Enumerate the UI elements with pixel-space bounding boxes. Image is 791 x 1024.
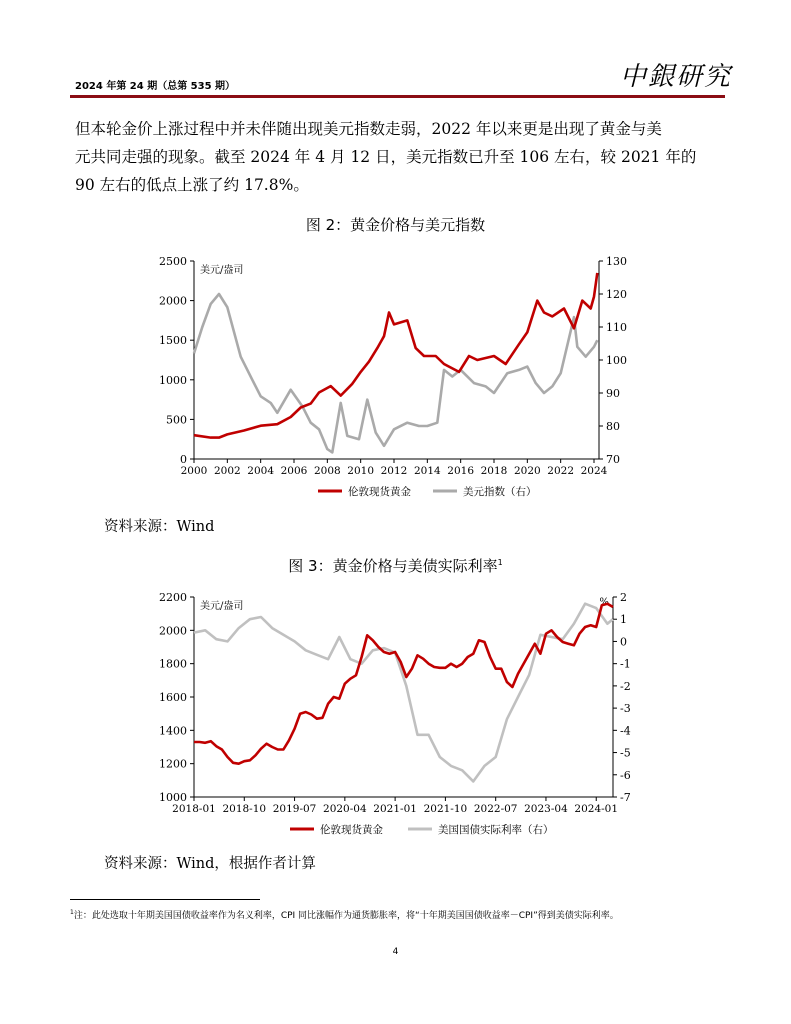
right-tick-label: 100: [606, 354, 627, 367]
left-tick-label: 1000: [159, 373, 187, 387]
right-axis-unit: %: [599, 597, 609, 608]
right-tick-label: 120: [606, 288, 627, 301]
body-line: 90 左右的低点上涨了约 17.8%。: [75, 176, 309, 194]
left-tick-label: 1800: [159, 657, 187, 671]
right-tick-label: -5: [620, 746, 631, 760]
x-tick-label: 2022: [547, 465, 575, 477]
figure-3-source: 资料来源：Wind，根据作者计算: [104, 856, 316, 872]
header-divider: [70, 95, 725, 98]
figure-3-footnote-marker: 1: [497, 558, 503, 567]
left-tick-label: 500: [166, 413, 187, 427]
right-tick-label: 2: [620, 591, 627, 604]
x-tick-label: 2022-07: [473, 803, 518, 815]
x-tick-label: 2008: [313, 465, 341, 477]
left-tick-label: 1000: [159, 791, 187, 804]
x-tick-label: 2021-01: [373, 803, 417, 815]
figure-2-title: 图 2：黄金价格与美元指数: [305, 216, 486, 234]
x-tick-label: 2010: [347, 465, 375, 477]
right-tick-label: -4: [620, 724, 631, 738]
legend-label: 美元指数（右）: [463, 486, 537, 498]
right-tick-label: -3: [620, 702, 631, 716]
left-tick-label: 1600: [159, 691, 187, 704]
x-tick-label: 2014: [413, 465, 441, 477]
right-tick-label: 80: [606, 420, 620, 433]
left-tick-label: 2200: [159, 591, 187, 604]
x-tick-label: 2018-01: [172, 803, 216, 815]
x-tick-label: 2021-10: [423, 803, 468, 815]
x-tick-label: 2024-01: [574, 803, 619, 815]
left-axis-unit: 美元/盎司: [200, 601, 244, 612]
brand-logo: 中銀研究: [620, 62, 733, 92]
gold-vs-real-rate-chart: [0, 585, 791, 845]
left-tick-label: 2000: [159, 624, 187, 638]
x-tick-label: 2006: [280, 465, 308, 477]
figure-3-title: [0, 555, 791, 576]
figure-3-title-text: 图 3：黄金价格与美债实际利率: [288, 557, 498, 575]
left-axis-unit: 美元/盎司: [200, 265, 244, 276]
right-tick-label: -6: [620, 768, 631, 782]
body-line: 但本轮金价上涨过程中并未伴随出现美元指数走弱，2022 年以来更是出现了黄金与美: [75, 120, 662, 138]
x-tick-label: 2020-04: [323, 803, 367, 815]
right-tick-label: 1: [620, 613, 627, 627]
x-tick-label: 2020: [513, 465, 541, 477]
x-tick-label: 2019-07: [272, 803, 317, 815]
right-tick-label: -7: [620, 791, 631, 804]
figure-2-source: 资料来源：Wind: [104, 519, 215, 535]
left-tick-label: 0: [180, 453, 187, 466]
x-tick-label: 2012: [380, 465, 408, 477]
x-tick-label: 2024: [580, 465, 608, 477]
series-line: [194, 273, 597, 438]
x-tick-label: 2000: [180, 465, 208, 477]
right-tick-label: -2: [620, 679, 631, 693]
legend-label: 伦敦现货黄金: [320, 824, 383, 836]
legend-label: 美国国债实际利率（右）: [438, 824, 554, 836]
right-tick-label: 110: [606, 321, 627, 334]
right-tick-label: 0: [620, 635, 627, 649]
x-tick-label: 2018: [480, 465, 508, 477]
right-tick-label: 70: [606, 453, 620, 466]
x-tick-label: 2016: [447, 465, 475, 477]
left-tick-label: 1400: [159, 724, 187, 738]
x-tick-label: 2002: [213, 465, 241, 477]
x-tick-label: 2004: [247, 465, 275, 477]
issue-label: 2024 年第 24 期（总第 535 期）: [75, 81, 236, 92]
body-paragraph: [75, 115, 725, 199]
right-tick-label: 130: [606, 255, 627, 268]
right-tick-label: 90: [606, 387, 620, 400]
page-number: 4: [392, 947, 399, 957]
left-tick-label: 1200: [159, 757, 187, 771]
series-line: [194, 604, 613, 764]
right-tick-label: -1: [620, 657, 631, 671]
x-tick-label: 2018-10: [222, 803, 267, 815]
legend-label: 伦敦现货黄金: [348, 486, 411, 498]
footnote: [70, 905, 730, 924]
left-tick-label: 2500: [159, 255, 187, 268]
gold-vs-dollar-index-chart: [0, 245, 791, 505]
left-tick-label: 1500: [159, 334, 187, 348]
x-tick-label: 2023-04: [524, 803, 568, 815]
footnote-text: 注：此处选取十年期美国国债收益率作为名义利率，CPI 同比涨幅作为通货膨胀率，将“十年期美国国债收益率－CPI”得到美债实际利率。: [73, 911, 619, 921]
footnote-divider: [70, 899, 260, 900]
body-line: 元共同走强的现象。截至 2024 年 4 月 12 日，美元指数已升至 106 左右，较 2021 年的: [75, 148, 697, 166]
footnote-marker: 1: [70, 909, 74, 916]
left-tick-label: 2000: [159, 294, 187, 308]
